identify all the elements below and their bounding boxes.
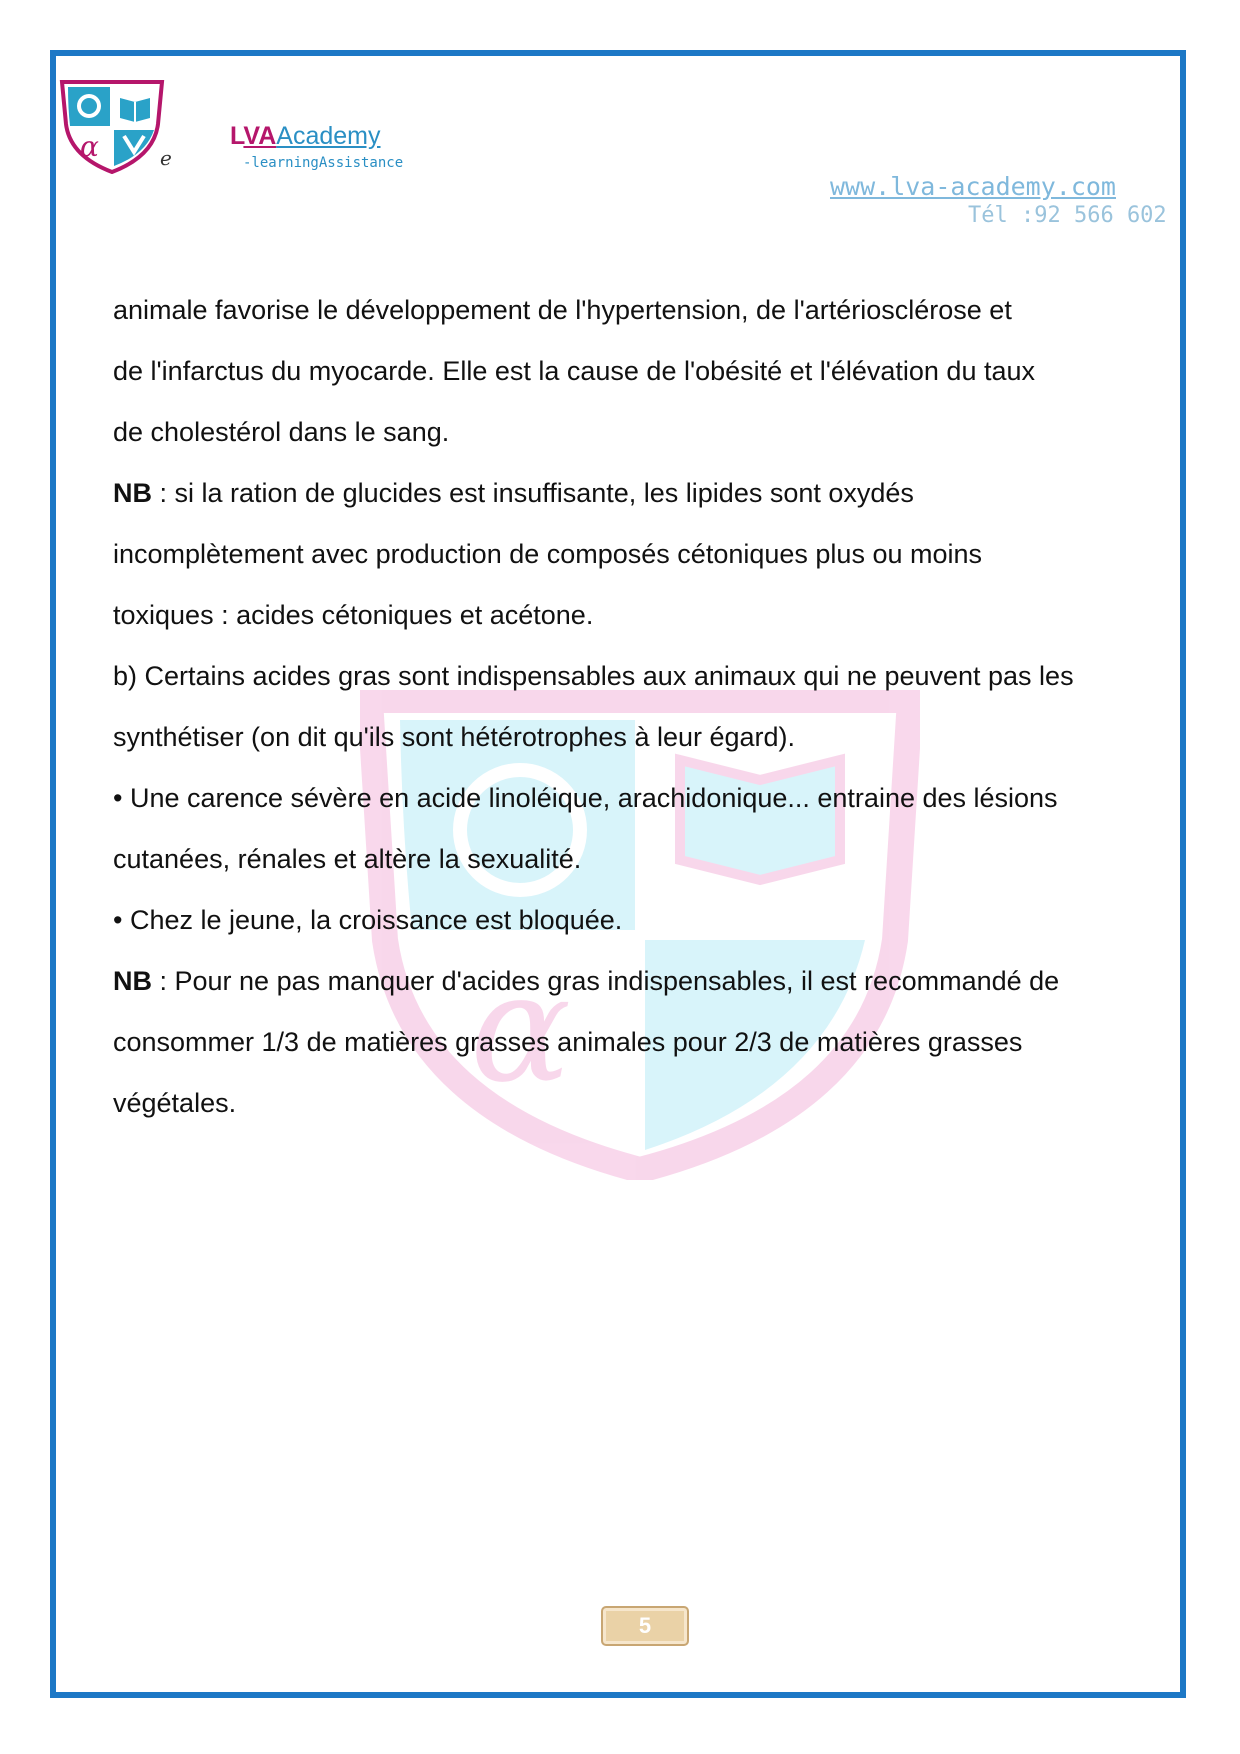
brand-letters-va: VA [243,122,277,150]
text-line: synthétiser (on dit qu'ils sont hétérotrophes à leur égard). [113,722,796,752]
text-line: consommer 1/3 de matières grasses animales pour 2/3 de matières grasses [113,1027,1023,1057]
website-link[interactable]: www.lva-academy.com [830,172,1116,201]
nb-paragraph [113,463,1183,524]
nb-paragraph [113,951,1183,1012]
svg-text:α: α [80,130,99,163]
text-line: de l'infarctus du myocarde. Elle est la cause de l'obésité et l'élévation du taux [113,356,1035,386]
bullet-item: • Chez le jeune, la croissance est bloquée. [113,905,623,935]
text-line: incomplètement avec production de composés cétoniques plus ou moins [113,539,982,569]
brand-name [230,122,381,150]
academy-logo [58,78,166,174]
nb-label: NB [113,478,152,508]
logo-e-letter: e [160,146,172,170]
text-line: animale favorise le développement de l'hypertension, de l'artériosclérose et [113,295,1012,325]
brand-subtitle: -learningAssistance [243,155,404,171]
page-number-badge: 5 [601,1606,689,1646]
text-line: végétales. [113,1088,237,1118]
nb-text: : si la ration de glucides est insuffisante, les lipides sont oxydés [152,478,914,508]
brand-academy: Academy [276,122,381,150]
phone-number: Tél :92 566 602 [968,203,1167,228]
nb-text: : Pour ne pas manquer d'acides gras indispensables, il est recommandé de [152,966,1060,996]
document-body [113,280,1183,1134]
text-line: toxiques : acides cétoniques et acétone. [113,600,594,630]
text-line: cutanées, rénales et altère la sexualité. [113,844,582,874]
text-line: b) Certains acides gras sont indispensables aux animaux qui ne peuvent pas les [113,661,1074,691]
nb-label: NB [113,966,152,996]
svg-text:α: α [470,942,572,1116]
text-line: de cholestérol dans le sang. [113,417,450,447]
brand-letter-l: L [230,122,244,150]
bullet-item: • Une carence sévère en acide linoléique, arachidonique... entraine des lésions [113,783,1058,813]
